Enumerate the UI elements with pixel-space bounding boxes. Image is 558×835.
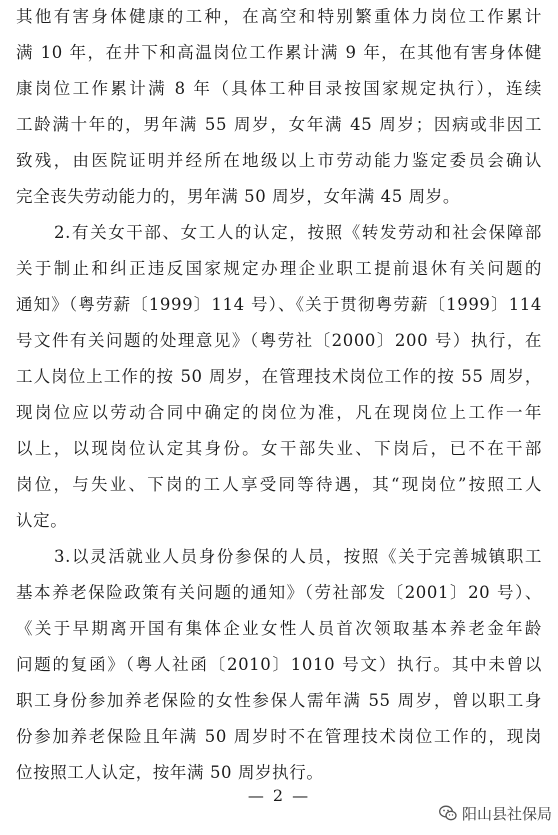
text-line: 职工身份参加养老保险的女性参保人需年满 55 周岁，曾以职工身	[16, 691, 542, 710]
wechat-icon	[439, 805, 457, 821]
text-line: 工龄满十年的，男年满 55 周岁，女年满 45 周岁；因病或非因工	[16, 115, 542, 134]
text-line: 关于制止和纠正违反国家规定办理企业职工提前退休有关问题的	[16, 259, 542, 278]
text-line: 致残，由医院证明并经所在地级以上市劳动能力鉴定委员会确认	[16, 151, 542, 170]
text-line: 现岗位应以劳动合同中确定的岗位为准，凡在现岗位上工作一年	[16, 403, 542, 422]
text-line: 问题的复函》（粤人社函〔2010〕1010 号文）执行。其中未曾以	[16, 655, 542, 674]
text-line: 工人岗位上工作的按 50 周岁，在管理技术岗位工作的按 55 周岁，	[16, 367, 542, 386]
text-line: 以上，以现岗位认定其身份。女干部失业、下岗后，已不在干部	[16, 439, 542, 458]
text-line: 康岗位工作累计满 8 年（具体工种目录按国家规定执行），连续	[16, 79, 542, 98]
text-line: 其他有害身体健康的工种，在高空和特别繁重体力岗位工作累计	[16, 7, 542, 26]
text-line: 通知》（粤劳薪〔1999〕114 号）、《关于贯彻粤劳薪〔1999〕114	[16, 295, 542, 314]
text-line: 份参加养老保险且年满 50 周岁时不在管理技术岗位工作的，现岗	[16, 727, 542, 746]
text-line: 完全丧失劳动能力的，男年满 50 周岁，女年满 45 周岁。	[16, 187, 460, 206]
text-line: 位按照工人认定，按年满 50 周岁执行。	[16, 763, 324, 782]
text-line: 《关于早期离开国有集体企业女性人员首次领取基本养老金年龄	[16, 619, 542, 638]
page-number: — 2 —	[247, 786, 311, 805]
text-line: 2.有关女干部、女工人的认定，按照《转发劳动和社会保障部	[54, 223, 542, 242]
text-line: 认定。	[16, 511, 68, 530]
text-line: 岗位，与失业、下岗的工人享受同等待遇，其“现岗位”按照工人	[16, 475, 542, 494]
text-line: 满 10 年，在井下和高温岗位工作累计满 9 年，在其他有害身体健	[16, 43, 542, 62]
watermark	[439, 800, 552, 826]
text-line: 基本养老保险政策有关问题的通知》（劳社部发〔2001〕20 号）、	[16, 583, 542, 602]
text-line: 号文件有关问题的处理意见》（粤劳社〔2000〕200 号）执行，在	[16, 331, 542, 350]
watermark-label: 阳山县社保局	[461, 804, 552, 823]
text-line: 3.以灵活就业人员身份参保的人员，按照《关于完善城镇职工	[54, 547, 542, 566]
